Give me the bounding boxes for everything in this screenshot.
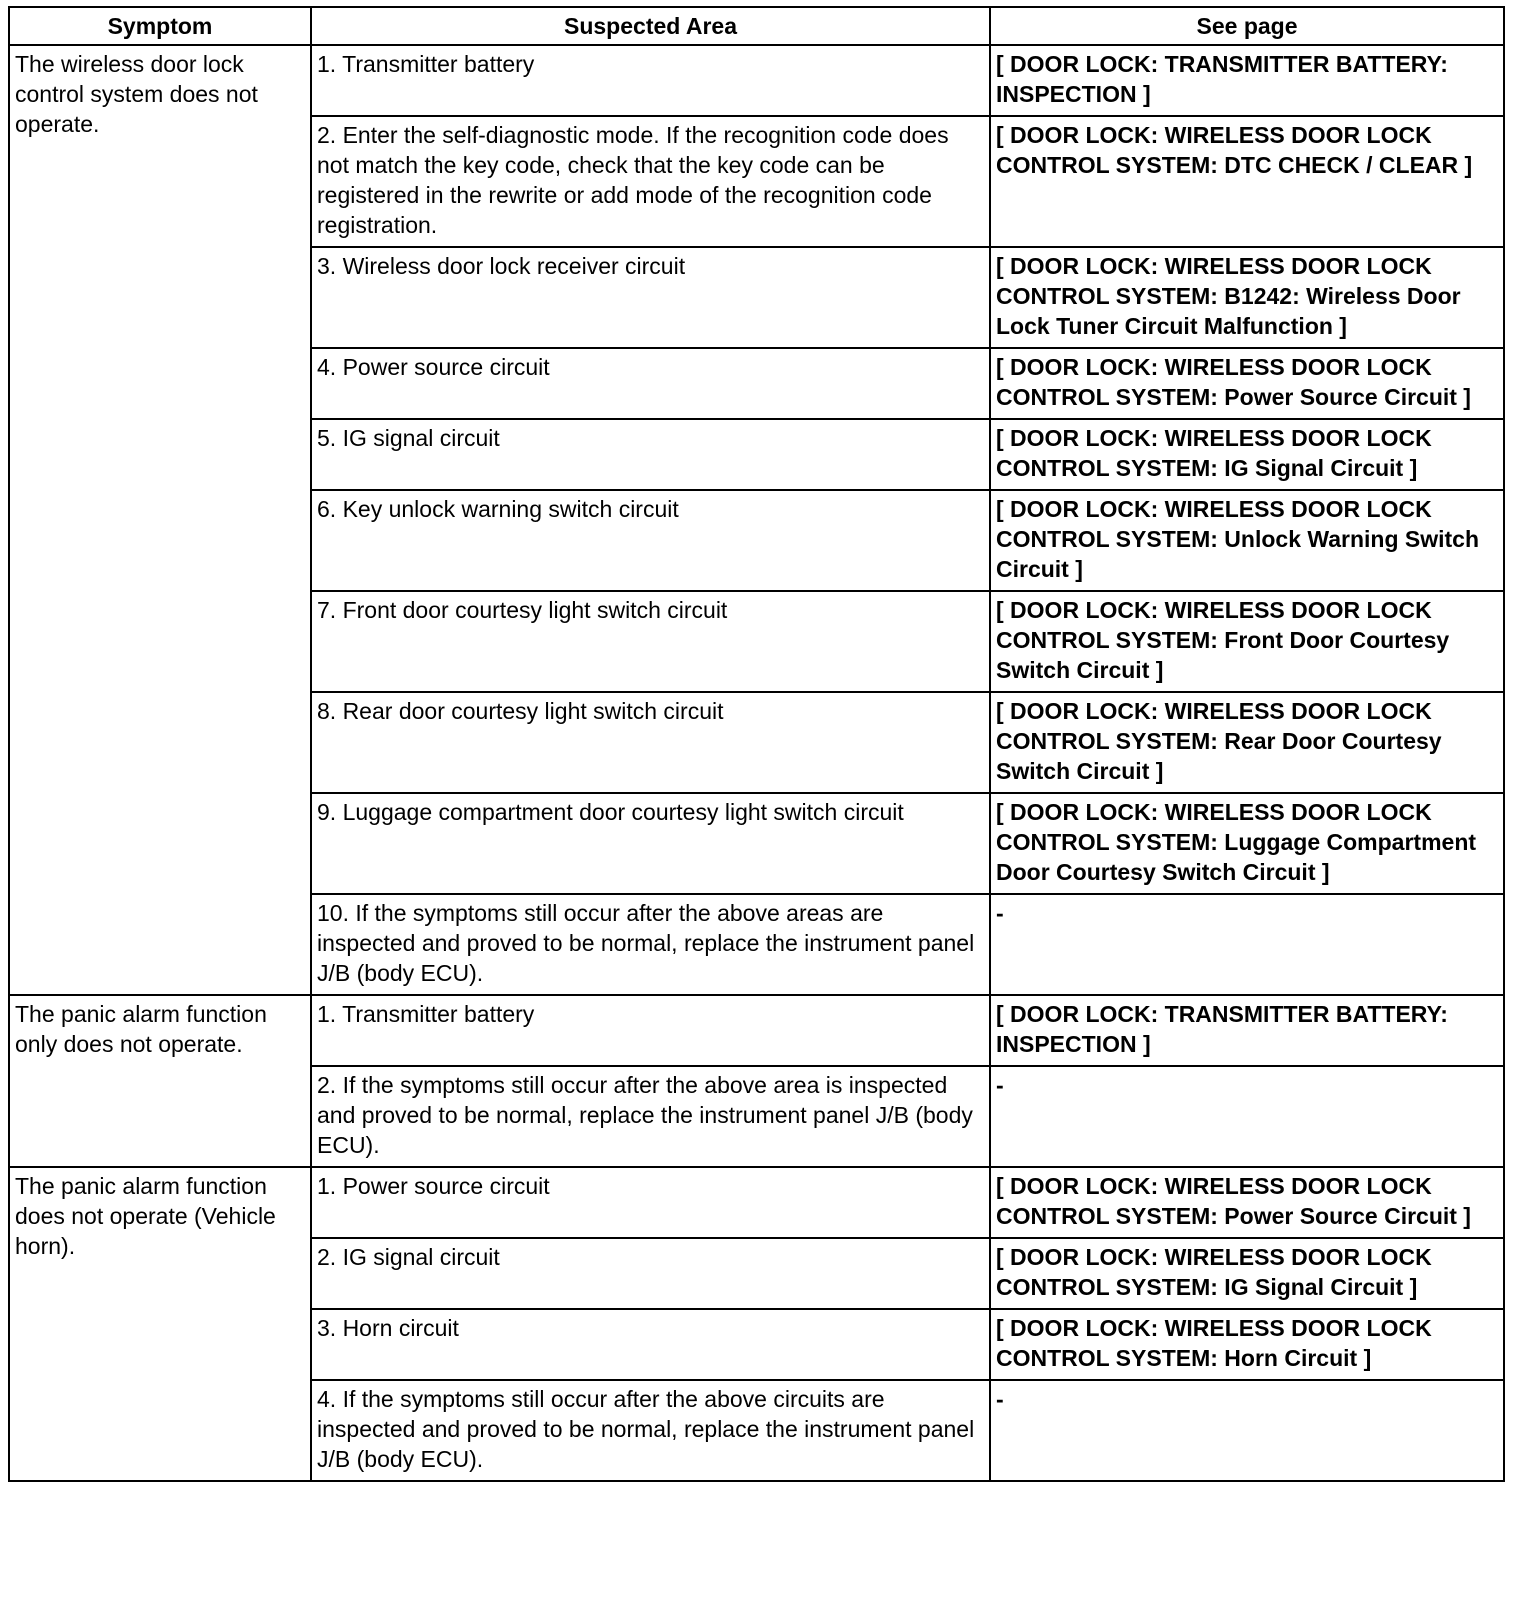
see-page-cell: [ DOOR LOCK: WIRELESS DOOR LOCK CONTROL SYSTEM: Luggage Compartment Door Courtesy Switch Circuit ]: [990, 793, 1504, 894]
suspected-area-cell: 4. If the symptoms still occur after the above circuits are inspected and proved to be normal, replace the instrument panel J/B (body ECU).: [311, 1380, 990, 1481]
suspected-area-cell: 1. Transmitter battery: [311, 995, 990, 1066]
suspected-area-cell: 1. Transmitter battery: [311, 45, 990, 116]
symptom-cell: The panic alarm function does not operate (Vehicle horn).: [9, 1167, 311, 1481]
suspected-area-cell: 2. IG signal circuit: [311, 1238, 990, 1309]
see-page-cell: [ DOOR LOCK: WIRELESS DOOR LOCK CONTROL SYSTEM: Power Source Circuit ]: [990, 348, 1504, 419]
see-page-cell: [ DOOR LOCK: WIRELESS DOOR LOCK CONTROL SYSTEM: B1242: Wireless Door Lock Tuner Circuit Malfunction ]: [990, 247, 1504, 348]
troubleshooting-table: [8, 6, 1505, 1482]
see-page-cell: [ DOOR LOCK: WIRELESS DOOR LOCK CONTROL SYSTEM: DTC CHECK / CLEAR ]: [990, 116, 1504, 247]
table-row: [9, 995, 1504, 1066]
table-row: [9, 1167, 1504, 1238]
suspected-area-cell: 3. Horn circuit: [311, 1309, 990, 1380]
see-page-cell: [ DOOR LOCK: WIRELESS DOOR LOCK CONTROL SYSTEM: Unlock Warning Switch Circuit ]: [990, 490, 1504, 591]
suspected-area-cell: 2. If the symptoms still occur after the above area is inspected and proved to be normal, replace the instrument panel J/B (body ECU).: [311, 1066, 990, 1167]
see-page-cell: [ DOOR LOCK: WIRELESS DOOR LOCK CONTROL SYSTEM: Front Door Courtesy Switch Circuit ]: [990, 591, 1504, 692]
symptom-cell: The wireless door lock control system does not operate.: [9, 45, 311, 995]
see-page-cell: [ DOOR LOCK: WIRELESS DOOR LOCK CONTROL SYSTEM: IG Signal Circuit ]: [990, 1238, 1504, 1309]
see-page-cell: -: [990, 1380, 1504, 1481]
suspected-area-cell: 6. Key unlock warning switch circuit: [311, 490, 990, 591]
suspected-area-cell: 4. Power source circuit: [311, 348, 990, 419]
header-see-page: See page: [990, 7, 1504, 45]
see-page-cell: [ DOOR LOCK: WIRELESS DOOR LOCK CONTROL SYSTEM: IG Signal Circuit ]: [990, 419, 1504, 490]
table-row: [9, 45, 1504, 116]
see-page-cell: [ DOOR LOCK: WIRELESS DOOR LOCK CONTROL SYSTEM: Power Source Circuit ]: [990, 1167, 1504, 1238]
suspected-area-cell: 10. If the symptoms still occur after the above areas are inspected and proved to be normal, replace the instrument panel J/B (body ECU).: [311, 894, 990, 995]
see-page-cell: [ DOOR LOCK: WIRELESS DOOR LOCK CONTROL SYSTEM: Horn Circuit ]: [990, 1309, 1504, 1380]
suspected-area-cell: 2. Enter the self-diagnostic mode. If the recognition code does not match the key code, check that the key code can be registered in the rewrite or add mode of the recognition code registration.: [311, 116, 990, 247]
suspected-area-cell: 3. Wireless door lock receiver circuit: [311, 247, 990, 348]
suspected-area-cell: 5. IG signal circuit: [311, 419, 990, 490]
suspected-area-cell: 7. Front door courtesy light switch circuit: [311, 591, 990, 692]
suspected-area-cell: 9. Luggage compartment door courtesy light switch circuit: [311, 793, 990, 894]
symptom-cell: The panic alarm function only does not operate.: [9, 995, 311, 1167]
header-row: [9, 7, 1504, 45]
see-page-cell: [ DOOR LOCK: WIRELESS DOOR LOCK CONTROL SYSTEM: Rear Door Courtesy Switch Circuit ]: [990, 692, 1504, 793]
header-suspected-area: Suspected Area: [311, 7, 990, 45]
see-page-cell: -: [990, 894, 1504, 995]
suspected-area-cell: 8. Rear door courtesy light switch circuit: [311, 692, 990, 793]
see-page-cell: [ DOOR LOCK: TRANSMITTER BATTERY: INSPECTION ]: [990, 45, 1504, 116]
see-page-cell: -: [990, 1066, 1504, 1167]
header-symptom: Symptom: [9, 7, 311, 45]
see-page-cell: [ DOOR LOCK: TRANSMITTER BATTERY: INSPECTION ]: [990, 995, 1504, 1066]
suspected-area-cell: 1. Power source circuit: [311, 1167, 990, 1238]
